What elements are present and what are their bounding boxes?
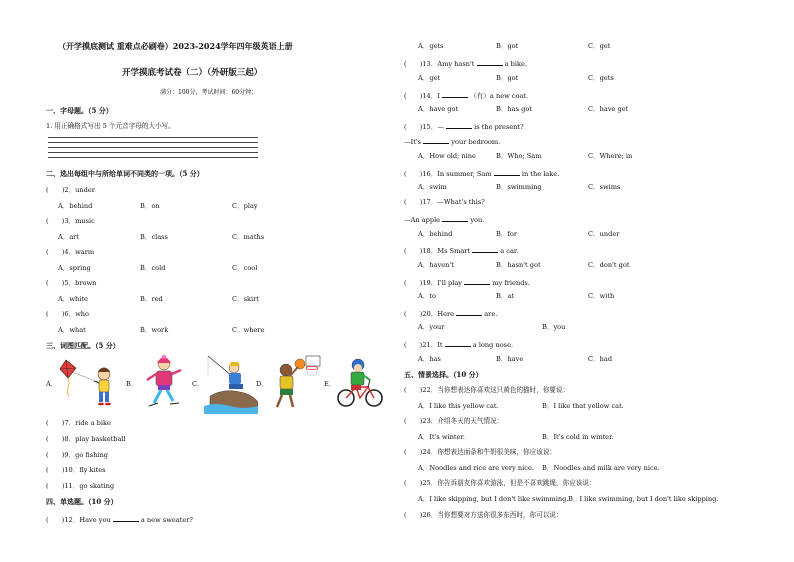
option-c: C．get: [588, 42, 611, 50]
option-b: B．class: [140, 233, 168, 241]
option-b: B．at: [496, 292, 515, 300]
section-1-heading: 一、字母题。（5 分）: [46, 106, 113, 115]
option-a: A．white: [58, 295, 88, 303]
picture-label-d: D．: [256, 380, 268, 388]
question-21-tail: a long nose.: [472, 341, 514, 349]
option-b: B．I like swimming, but I don't like skipping.: [568, 495, 719, 503]
question-22: ( )22．当你想表达你喜欢这只黄色的猫时，你要说：: [404, 386, 570, 394]
question-18-tail: a car.: [500, 247, 519, 255]
option-b: B．for: [496, 230, 518, 238]
option-b: B．I like that yellow cat.: [542, 402, 624, 410]
writing-line: [48, 152, 258, 153]
picture-label-c: C．: [192, 380, 204, 388]
question-4: ( )4．warm: [46, 248, 95, 256]
section-4-heading: 四、单选题。（10 分）: [46, 497, 118, 506]
answer-blank: [464, 278, 490, 285]
writing-line: [48, 147, 258, 148]
question-5: ( )5．brown: [46, 279, 97, 287]
basketball-player-picture: [268, 352, 324, 412]
option-b: B．Who; Sam: [496, 152, 542, 160]
question-15-stem: ( )15．—: [404, 123, 444, 131]
option-c: C．have get: [588, 105, 629, 113]
question-16-stem: ( )16．In summer, Sam: [404, 170, 492, 178]
question-13-stem: ( )13．Amy hasn't: [404, 60, 475, 68]
question-13-tail: a bike.: [504, 60, 528, 68]
option-a: A．behind: [418, 230, 453, 238]
question-15-reply-stem: —It's: [404, 138, 422, 146]
question-20-tail: are.: [484, 310, 498, 318]
question-17-reply-tail: you.: [470, 216, 485, 224]
question-7: ( )7．ride a bike: [46, 419, 111, 427]
writing-line: [48, 142, 258, 143]
answer-blank: [442, 91, 468, 98]
question-3: ( )3．music: [46, 217, 95, 225]
question-12-stem: ( )12．Have you: [46, 516, 111, 524]
question-15-reply: [404, 137, 500, 146]
option-c: C．don't got: [588, 261, 630, 269]
option-b: B．hasn't got: [496, 261, 541, 269]
question-26: ( )26．当你想要对方送你很多东西时，你可以说：: [404, 511, 563, 519]
question-16: [404, 169, 559, 178]
option-a: A．to: [418, 292, 436, 300]
question-14-tail: （有）a new coat.: [470, 92, 529, 100]
question-17-reply-stem: —An apple: [404, 216, 441, 224]
question-17: ( )17．—What's this?: [404, 198, 485, 206]
question-24: ( )24．你想表达面条和牛奶很美味，你应该说：: [404, 448, 557, 456]
question-18: [404, 246, 518, 255]
question-15: [404, 122, 524, 131]
answer-blank: [446, 122, 472, 129]
option-a: A．get: [418, 74, 441, 82]
option-b: B．work: [140, 326, 169, 334]
option-b: B．cold: [140, 264, 166, 272]
left-column: [0, 0, 380, 562]
exam-meta: 满分：100分，考试时间：60分钟；: [160, 89, 258, 96]
option-a: A．art: [58, 233, 80, 241]
question-20-stem: ( )20．Here: [404, 310, 455, 318]
option-a: A．have got: [418, 105, 459, 113]
option-c: C．where: [232, 326, 265, 334]
paper-title-line1: （开学摸底测试 重难点必刷卷）2023-2024学年四年级英语上册: [58, 41, 293, 51]
question-1: 1. 用正确格式写出 5 个元音字母的大小写。: [46, 122, 175, 130]
question-14: [404, 91, 528, 100]
option-c: C．swims: [588, 183, 621, 191]
picture-label-b: B．: [126, 380, 138, 388]
option-b: B．on: [140, 202, 160, 210]
writing-line: [48, 157, 258, 158]
question-11: ( )11．go skating: [46, 482, 115, 490]
question-10: ( )10．fly kites: [46, 466, 106, 474]
option-b: B．got: [496, 42, 519, 50]
answer-blank: [423, 137, 449, 144]
option-b: B．swimming: [496, 183, 542, 191]
question-21-stem: ( )21．It: [404, 341, 443, 349]
picture-label-e: E．: [324, 380, 336, 388]
question-23: ( )23．介绍冬天的天气情况：: [404, 417, 504, 425]
right-column: [400, 0, 780, 562]
option-b: B．have: [496, 355, 524, 363]
option-c: C．had: [588, 355, 613, 363]
answer-blank: [445, 340, 471, 347]
option-b: B．has got: [496, 105, 532, 113]
option-a: A．haven't: [418, 261, 454, 269]
bike-rider-picture: [336, 356, 384, 410]
option-a: A．spring: [58, 264, 91, 272]
option-b: B．got: [496, 74, 519, 82]
option-c: C．cool: [232, 264, 258, 272]
writing-line: [48, 137, 258, 138]
option-a: A．How old; nine: [418, 152, 476, 160]
answer-blank: [113, 515, 139, 522]
question-25: ( )25．你告诉朋友你喜欢游泳，但是不喜欢跳绳，你应该说：: [404, 479, 596, 487]
option-a: A．has: [418, 355, 441, 363]
section-2-heading: 二、选出每组中与所给单词不同类的一项。（5 分）: [46, 169, 204, 178]
option-b: B．It's cold in winter.: [542, 433, 614, 441]
question-14-stem: ( )14．I: [404, 92, 440, 100]
option-c: C．skirt: [232, 295, 259, 303]
option-b: B．you: [542, 323, 566, 331]
option-c: C．with: [588, 292, 615, 300]
section-3-heading: 三、词图匹配。（5 分）: [46, 341, 120, 350]
question-15-reply-tail: your bedroom.: [451, 138, 501, 146]
skating-girl-picture: [140, 354, 188, 412]
question-19: [404, 278, 530, 287]
option-a: A．It's winter.: [418, 433, 465, 441]
question-20: [404, 309, 497, 318]
option-b: B．Noodles and milk are very nice.: [542, 464, 660, 472]
question-2: ( )2．under: [46, 186, 95, 194]
question-8: ( )8．play basketball: [46, 435, 126, 443]
question-18-stem: ( )18．Ms Smart: [404, 247, 471, 255]
option-a: A．swim: [418, 183, 447, 191]
answer-blank: [494, 169, 520, 176]
section-5-heading: 五、情景选择。（10 分）: [404, 370, 483, 379]
answer-blank: [442, 215, 468, 222]
question-16-tail: in the lake.: [521, 170, 560, 178]
option-c: C．gets: [588, 74, 614, 82]
option-c: C．maths: [232, 233, 265, 241]
option-b: B．red: [140, 295, 163, 303]
paper-title-line2: 开学摸底考试卷（二）（外研版三起）: [122, 68, 263, 78]
option-a: A．gets: [418, 42, 444, 50]
option-a: A．I like skipping, but I don't like swimming.: [418, 495, 569, 503]
option-a: A．I like this yellow cat.: [418, 402, 499, 410]
option-c: C．Where; in: [588, 152, 633, 160]
option-a: A．what: [58, 326, 86, 334]
kite-child-picture: [58, 356, 122, 410]
picture-label-a: A．: [46, 380, 58, 388]
question-21: [404, 340, 513, 349]
question-19-tail: my friends.: [492, 279, 530, 287]
answer-blank: [477, 59, 503, 66]
answer-blank: [472, 246, 498, 253]
question-15-tail: is the present?: [474, 123, 524, 131]
question-17-reply: [404, 215, 484, 224]
option-c: C．under: [588, 230, 620, 238]
question-6: ( )6．who: [46, 310, 89, 318]
question-12: [46, 515, 193, 524]
question-13: [404, 59, 527, 68]
option-c: C．play: [232, 202, 258, 210]
answer-blank: [456, 309, 482, 316]
option-a: A．Noodles and rice are very nice.: [418, 464, 534, 472]
question-19-stem: ( )19．I'll play: [404, 279, 463, 287]
option-a: A．behind: [58, 202, 93, 210]
question-9: ( )9．go fishing: [46, 451, 109, 459]
fishing-boy-picture: [204, 354, 258, 414]
option-a: A．your: [418, 323, 445, 331]
question-12-tail: a new sweater?: [140, 516, 193, 524]
